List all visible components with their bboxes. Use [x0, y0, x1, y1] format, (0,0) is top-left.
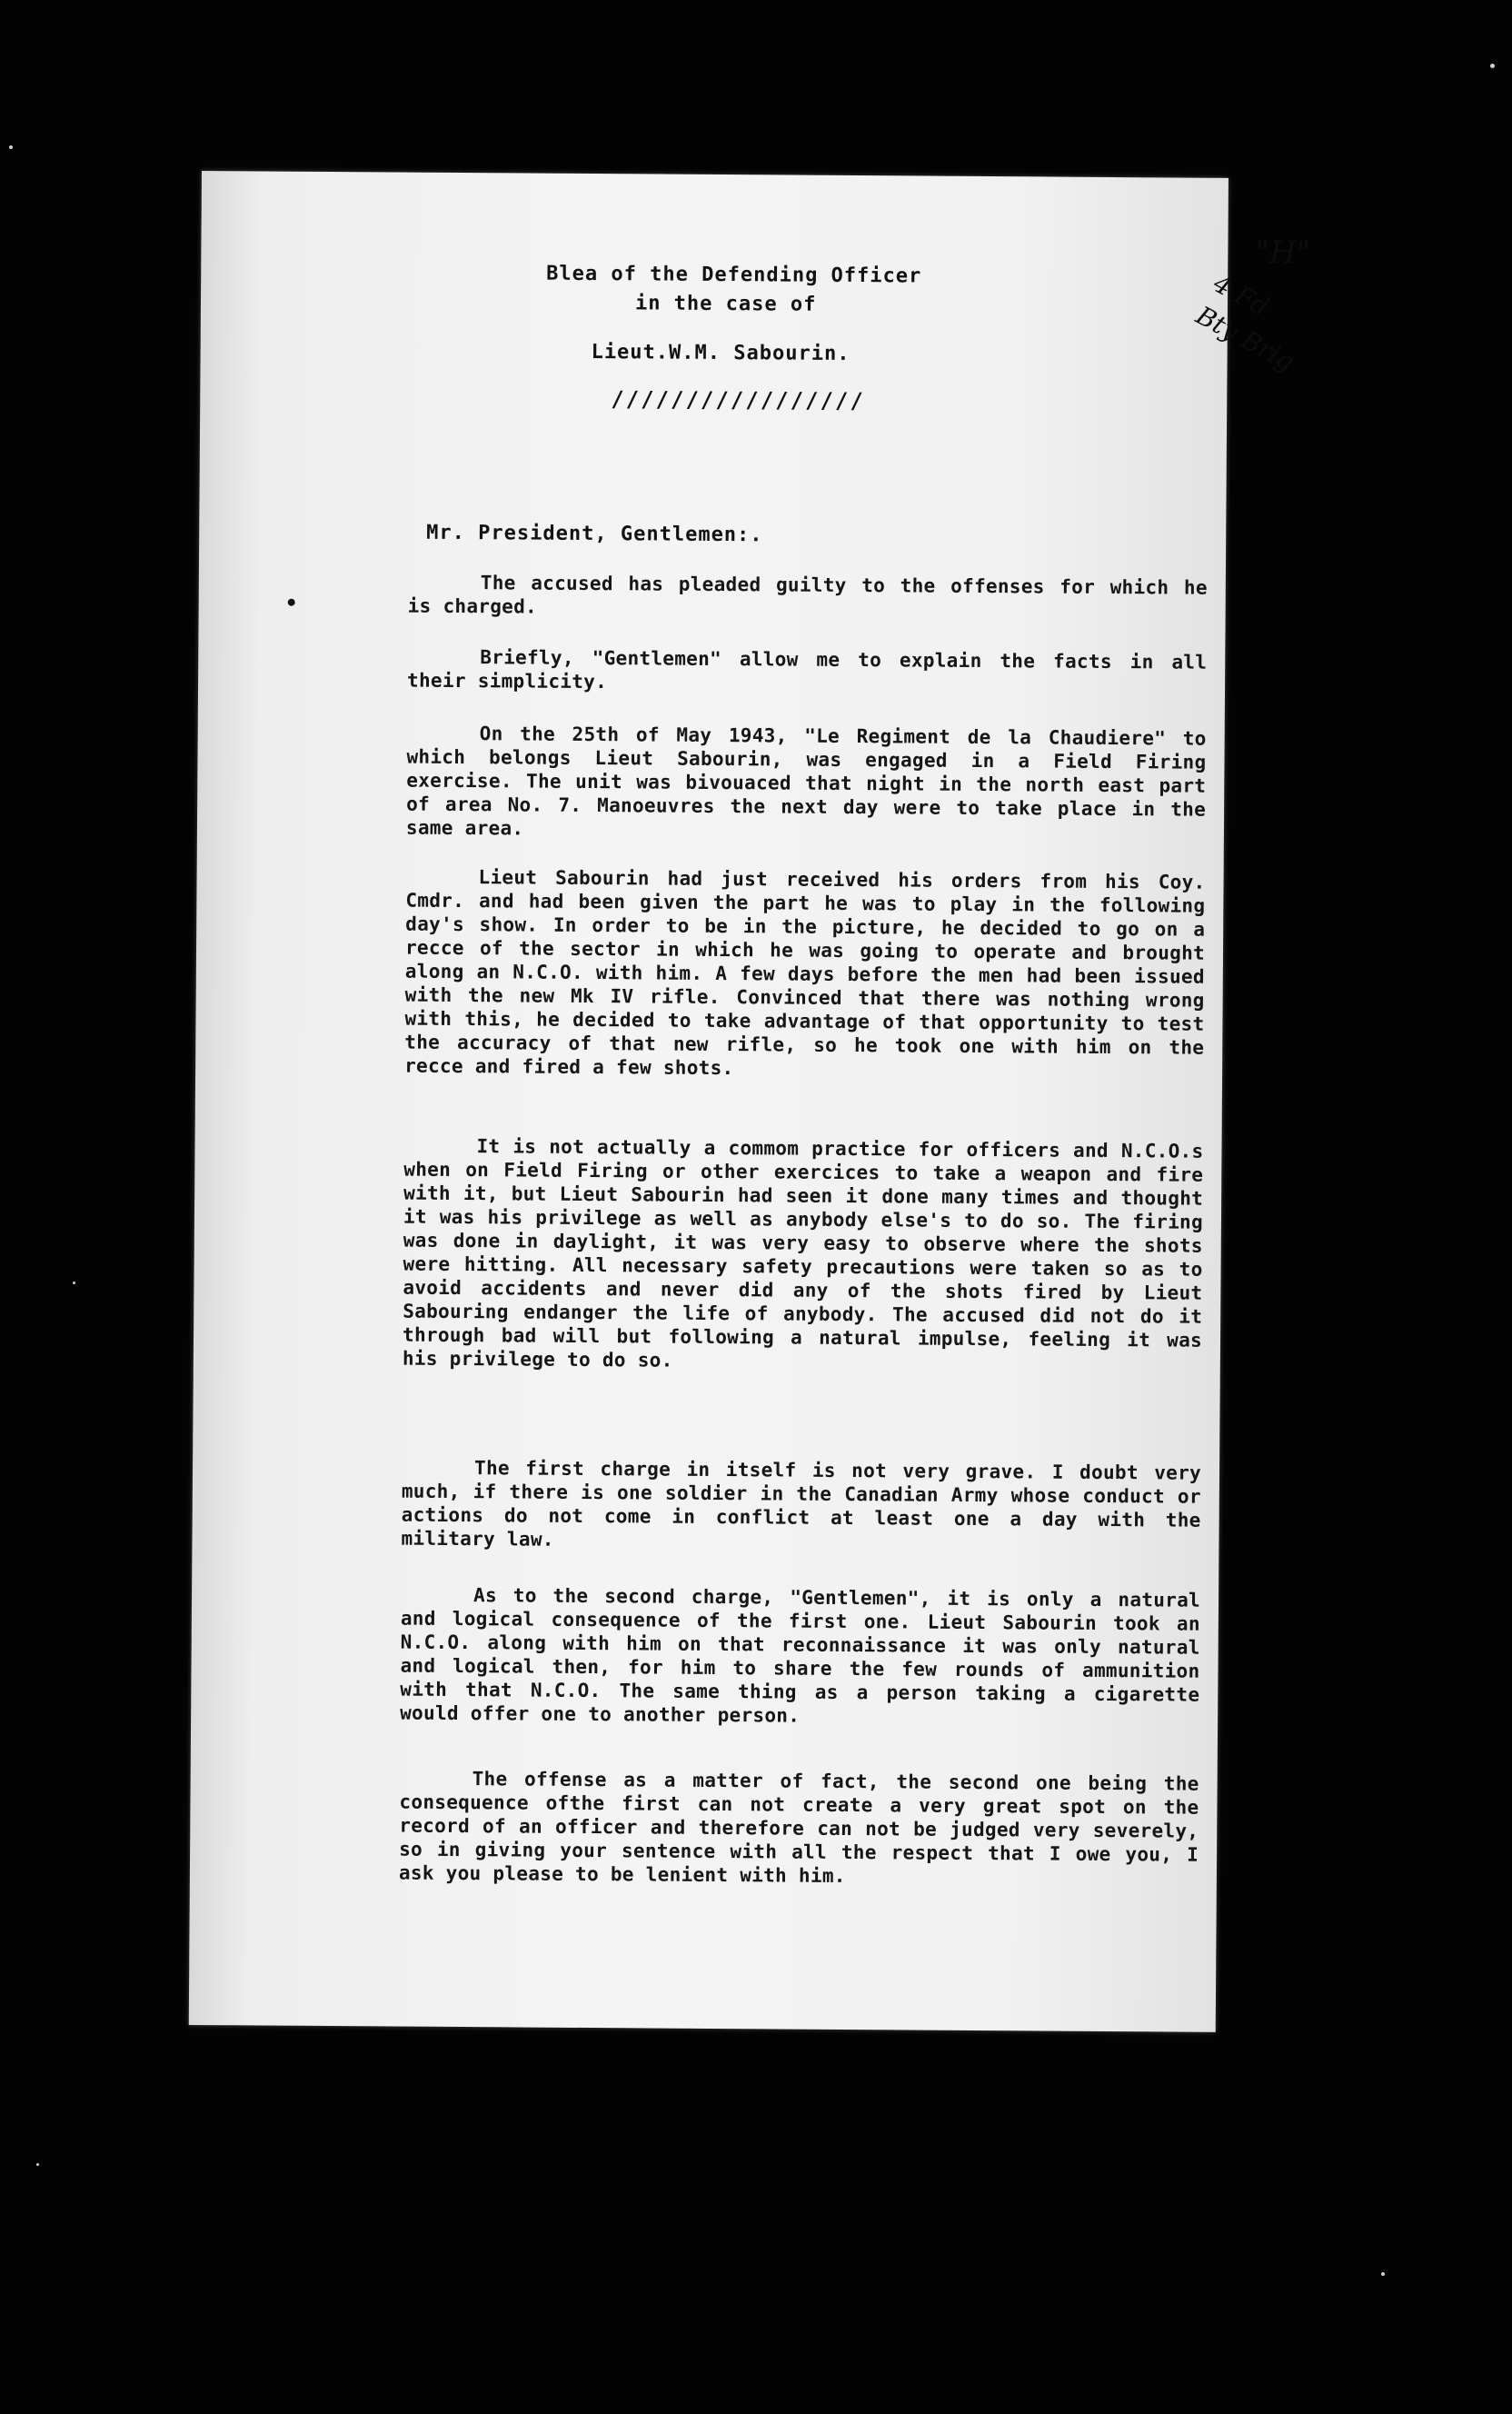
paragraph-7 — [400, 1583, 1200, 1731]
document-page — [189, 171, 1311, 2032]
paragraph-1-text: The accused has pleaded guilty to the offenses for which he is charged. — [407, 572, 1208, 618]
paragraph-3 — [406, 722, 1207, 845]
paragraph-6-text: The first charge in itself is not very grave. I doubt very much, if there is one soldier in the Canadian Army whose conduct or actions do not come in conflict at least one a day with the military law. — [401, 1457, 1202, 1551]
paragraph-7-text: As to the second charge, "Gentlemen", it is only a natural and logical consequence of the first one. Lieut Sabourin took an N.C.O. along with him on that reconnaissance it was only natural and logical then, for him to share the few rounds of ammunition with that N.C.O. The same thing as a person taking a cigarette would offer one to another person. — [400, 1584, 1201, 1727]
paragraph-8 — [399, 1767, 1199, 1890]
paragraph-6 — [401, 1456, 1201, 1556]
document-title-line-2: in the case of — [634, 292, 817, 316]
paragraph-5 — [403, 1134, 1204, 1376]
document-title-line-1: Blea of the Defending Officer — [546, 262, 922, 288]
salutation: Mr. President, Gentlemen:. — [426, 521, 763, 547]
paragraph-4-text: Lieut Sabourin had just received his orders from his Coy. Cmdr. and had been given the part he was to play in the following day's show. In order to be in the picture, he decided to go on a recce of the sector in which he was going to operate and brought along an N.C.O. with him. A few days before the men had been issued with the new Mk IV rifle. Convinced that there was nothing wrong with this, he decided to take advantage of that opportunity to test the accuracy of that new rifle, so he took one with him on the recce and fired a few shots. — [404, 866, 1206, 1080]
paragraph-3-text: On the 25th of May 1943, "Le Regiment de la Chaudiere" to which belongs Lieut Sabourin, was engaged in a Field Firing exercise. The unit was bivouaced that night in the north east part of area No. 7. Manoeuvres the next day were to take place in the same area. — [405, 723, 1207, 840]
paragraph-4 — [404, 865, 1206, 1083]
title-underline-rule: ///////////////// — [611, 386, 865, 414]
paragraph-5-text: It is not actually a commom practice for officers and N.C.O.s when on Field Firing or other exercices to take a weapon and fire with it, but Lieut Sabourin had seen it done many times and thought it was his privilege as well as anybody else's to do so. The firing was done in daylight, it was very easy to observe where the shots were hitting. All necessary safety precautions were taken so as to avoid accidents and never did any of the shots fired by Lieut Sabouring endanger the life of anybody. The accused did not do it through bad will but following a natural impulse, feeling it was his privilege to do so. — [402, 1135, 1204, 1372]
margin-note-top: "H" — [1255, 234, 1311, 272]
margin-note-side: 4 Fd Bty Brig — [1190, 268, 1299, 378]
paragraph-2 — [407, 645, 1207, 698]
margin-bullet — [288, 599, 295, 606]
paragraph-1 — [408, 571, 1208, 623]
paragraph-2-text: Briefly, "Gentlemen" allow me to explain the facts in all their simplicity. — [407, 646, 1208, 693]
paragraph-8-text: The offense as a matter of fact, the second one being the consequence ofthe first can not create a very great spot on the record of an officer and therefore can not be judged very severely, so in giving your sentence with all the respect that I owe you, I ask you please to be lenient with him. — [398, 1768, 1199, 1887]
document-title-line-3: Lieut.W.M. Sabourin. — [591, 340, 850, 365]
